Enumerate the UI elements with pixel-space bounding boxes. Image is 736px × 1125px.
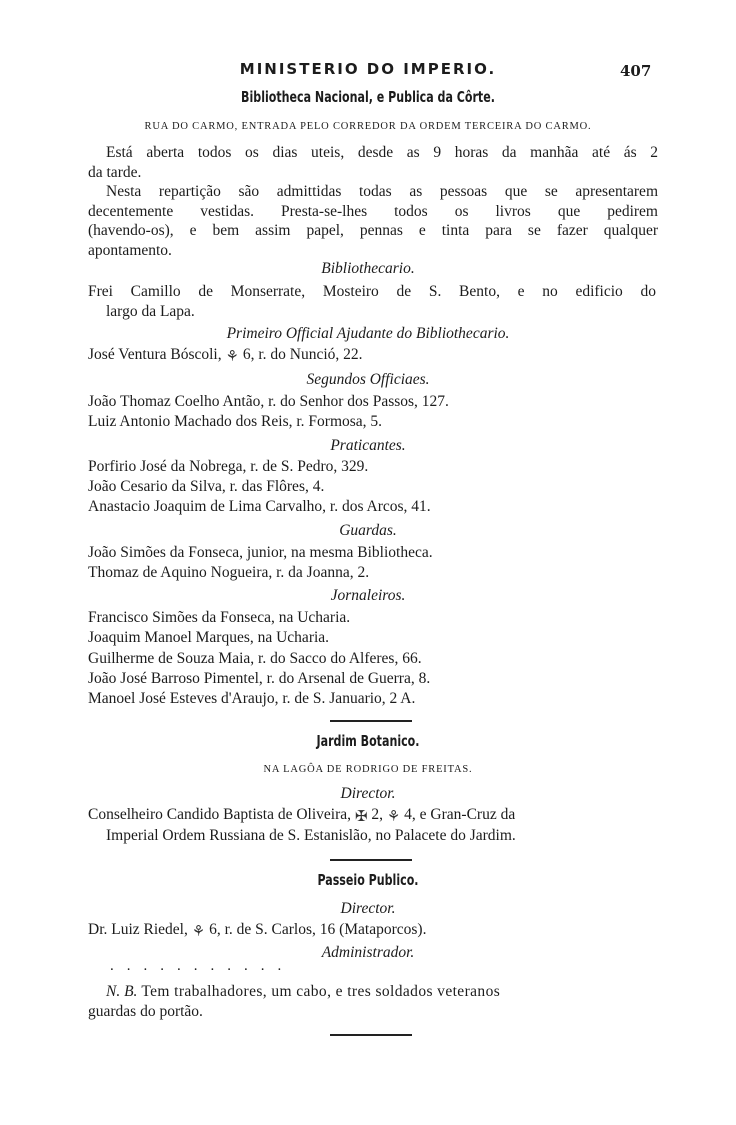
jardim-location: NA LAGÔA DE RODRIGO DE FREITAS. xyxy=(263,764,473,775)
jardim-director-entry xyxy=(88,806,515,825)
entry-address: 6, r. do Nunció, 22. xyxy=(242,346,363,363)
nb-label: N. B. xyxy=(106,983,138,1000)
ministry-header: MINISTERIO DO IMPERIO. xyxy=(239,60,497,78)
staff-entry: Francisco Simões da Fonseca, na Ucharia. xyxy=(88,609,351,626)
paragraph-line: Nesta repartição são admittidas todas as pessoas que se apresentarem xyxy=(106,183,658,200)
bibliotheca-title: Bibliotheca Nacional, e Publica da Côrte. xyxy=(241,88,495,106)
entry-number: 2, xyxy=(371,806,383,823)
bibliotheca-address: RUA DO CARMO, ENTRADA PELO CORREDOR DA ORDEM TERCEIRA DO CARMO. xyxy=(144,121,592,132)
paragraph-line: da tarde. xyxy=(88,163,142,181)
paragraph-line: apontamento. xyxy=(88,241,172,259)
administrador-heading: Administrador. xyxy=(321,944,415,961)
placeholder-dots: ........... xyxy=(110,958,295,974)
order-insignia-icon: ⚘ xyxy=(225,347,239,365)
staff-entry: João Cesario da Silva, r. das Flôres, 4. xyxy=(88,478,325,495)
segundos-heading: Segundos Officiaes. xyxy=(306,371,430,388)
nb-text: Tem trabalhadores, um cabo, e tres soldados veteranos xyxy=(141,983,501,1000)
cross-order-icon: ✠ xyxy=(354,807,368,825)
nota-bene-line-2: guardas do portão. xyxy=(88,1003,203,1020)
paragraph-line: decentemente vestidas. Presta-se-lhes todos os livros que pedirem xyxy=(88,202,658,220)
entry-line: Frei Camillo de Monserrate, Mosteiro de S. Bento, e no edificio do xyxy=(88,283,656,300)
passeio-title: Passeio Publico. xyxy=(317,871,419,889)
primeiro-official-heading: Primeiro Official Ajudante do Bibliothecario. xyxy=(226,325,510,342)
staff-entry: Manoel José Esteves d'Araujo, r. de S. Januario, 2 A. xyxy=(88,690,416,707)
bibliothecario-entry xyxy=(88,282,656,321)
section-divider xyxy=(330,720,412,722)
staff-entry: Luiz Antonio Machado dos Reis, r. Formosa, 5. xyxy=(88,413,383,430)
paragraph-line: Está aberta todos os dias uteis, desde as 9 horas da manhãa até ás 2 xyxy=(106,144,658,161)
staff-entry: Anastacio Joaquim de Lima Carvalho, r. dos Arcos, 41. xyxy=(88,498,431,515)
staff-entry: João Simões da Fonseca, junior, na mesma Bibliotheca. xyxy=(88,544,433,561)
entry-name: José Ventura Bóscoli, xyxy=(88,346,222,363)
section-divider xyxy=(330,859,412,861)
entry-name: Dr. Luiz Riedel, xyxy=(88,921,188,938)
staff-entry: João José Barroso Pimentel, r. do Arsenal de Guerra, 8. xyxy=(88,670,431,687)
order-insignia-icon: ⚘ xyxy=(386,807,401,825)
passeio-director-heading: Director. xyxy=(340,900,396,917)
primeiro-official-entry xyxy=(88,346,363,365)
entry-address: 6, r. de S. Carlos, 16 (Mataporcos). xyxy=(209,921,427,938)
guardas-heading: Guardas. xyxy=(339,522,397,539)
staff-entry: João Thomaz Coelho Antão, r. do Senhor dos Passos, 127. xyxy=(88,393,449,410)
page-number: 407 xyxy=(620,62,652,80)
staff-entry: Thomaz de Aquino Nogueira, r. da Joanna, 2. xyxy=(88,564,370,581)
jardim-director-entry-cont: Imperial Ordem Russiana de S. Estanislão, no Palacete do Jardim. xyxy=(106,827,516,844)
staff-entry: Guilherme de Souza Maia, r. do Sacco do Alferes, 66. xyxy=(88,650,422,667)
entry-line: largo da Lapa. xyxy=(106,302,195,320)
passeio-director-entry xyxy=(88,921,426,940)
jardim-title: Jardim Botanico. xyxy=(316,732,420,750)
section-divider xyxy=(330,1034,412,1036)
admission-paragraph xyxy=(88,182,658,260)
order-insignia-icon: ⚘ xyxy=(191,922,206,940)
staff-entry: Joaquim Manoel Marques, na Ucharia. xyxy=(88,629,330,646)
nota-bene-line xyxy=(106,983,500,1001)
staff-entry: Porfirio José da Nobrega, r. de S. Pedro, 329. xyxy=(88,458,369,475)
paragraph-line: (havendo-os), e bem assim papel, pennas e tinta para se fazer qualquer xyxy=(88,222,658,239)
entry-detail: 4, e Gran-Cruz da xyxy=(404,806,516,823)
entry-name: Conselheiro Candido Baptista de Oliveira, xyxy=(88,806,352,823)
jornaleiros-heading: Jornaleiros. xyxy=(330,587,406,604)
praticantes-heading: Praticantes. xyxy=(330,437,406,454)
jardim-director-heading: Director. xyxy=(340,785,396,802)
opening-hours-paragraph xyxy=(88,143,658,182)
bibliothecario-heading: Bibliothecario. xyxy=(321,260,415,277)
